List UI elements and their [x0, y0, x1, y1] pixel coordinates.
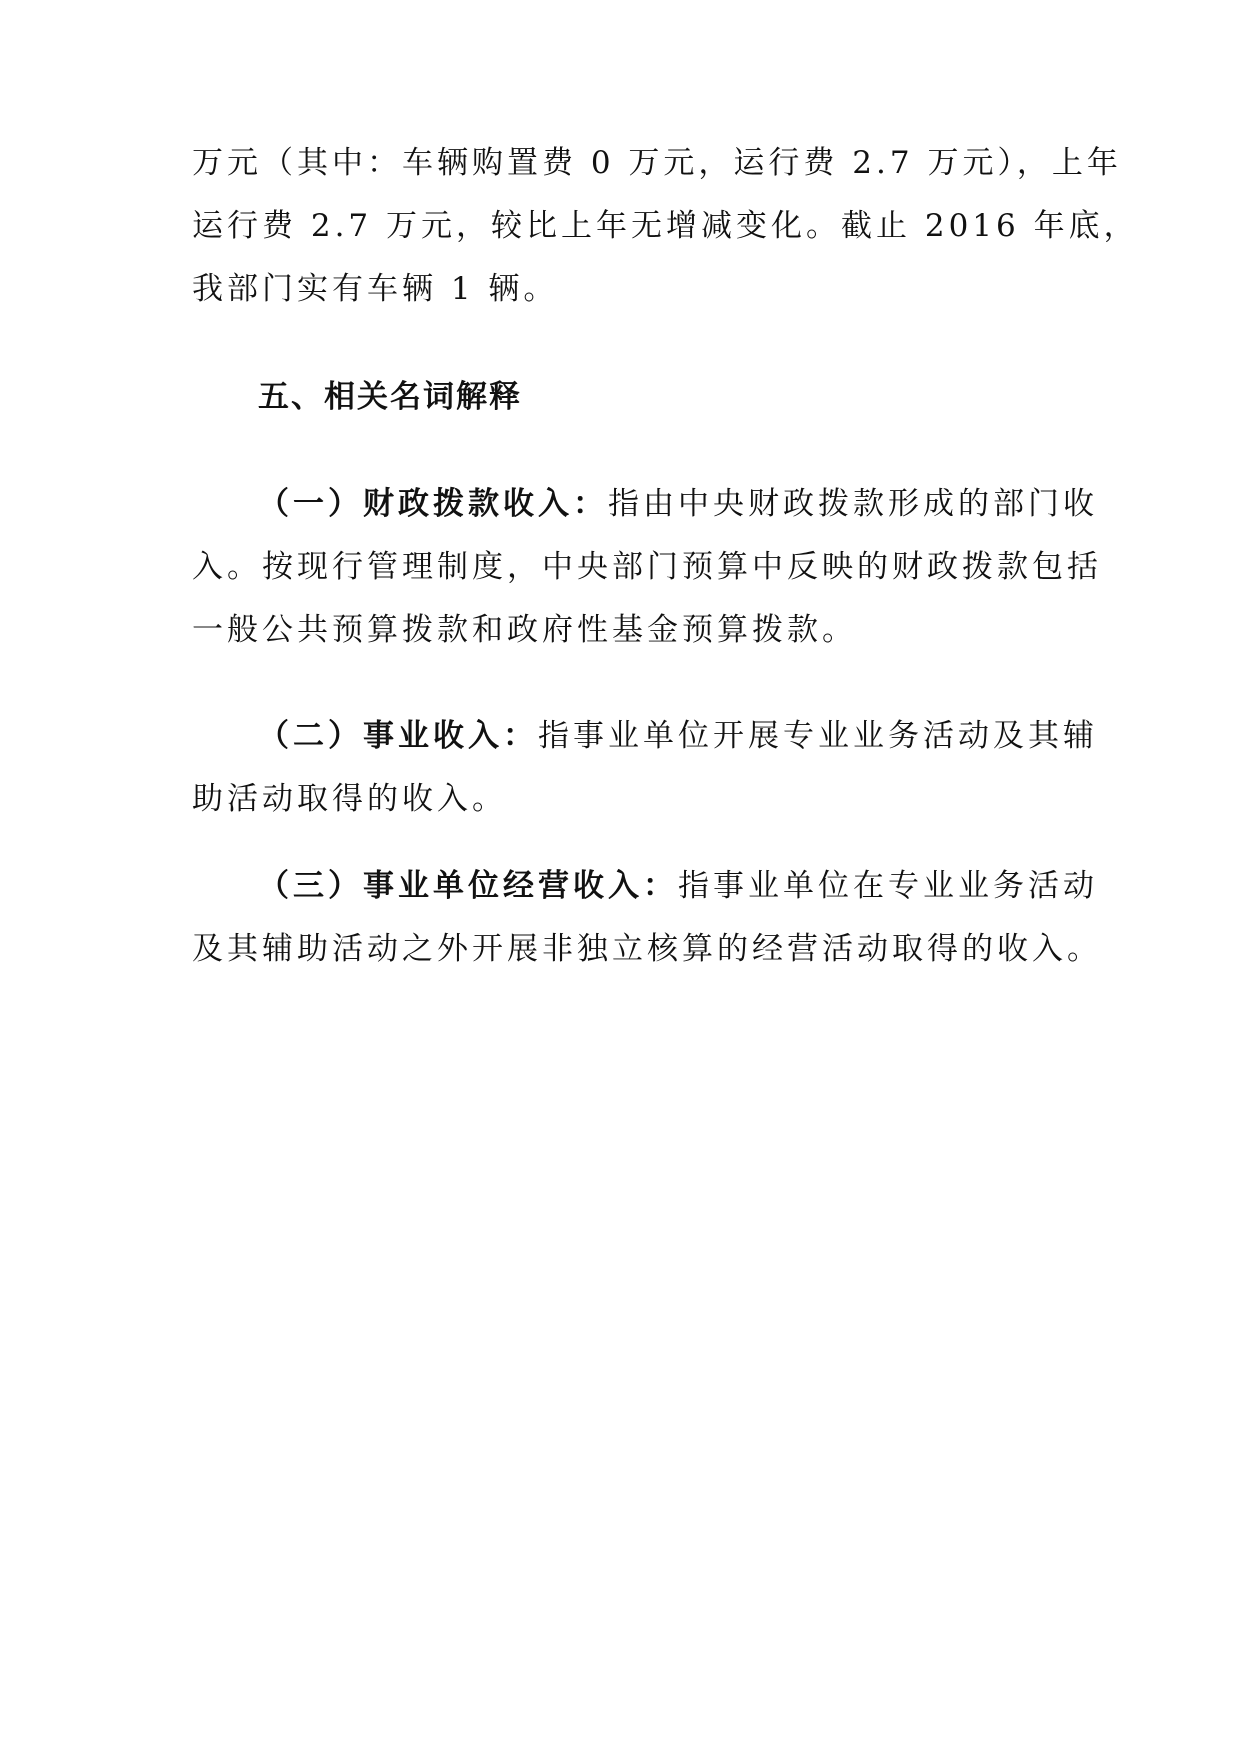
section-heading: 五、相关名词解释 [258, 379, 522, 415]
paragraph-line: 我部门实有车辆 1 辆。 [192, 271, 559, 307]
definition-text: 指事业单位开展专业业务活动及其辅 [538, 718, 1098, 754]
paragraph-line: 运行费 2.7 万元，较比上年无增减变化。截止 2016 年底， [192, 208, 1139, 244]
definition-term: （一）财政拨款收入： [258, 486, 608, 522]
paragraph-line: 及其辅助活动之外开展非独立核算的经营活动取得的收入。 [192, 931, 1102, 967]
paragraph-line: 一般公共预算拨款和政府性基金预算拨款。 [192, 612, 857, 648]
paragraph-line: 万元（其中：车辆购置费 0 万元，运行费 2.7 万元），上年 [192, 145, 1122, 181]
definition-term: （二）事业收入： [258, 718, 538, 754]
paragraph-line: 助活动取得的收入。 [192, 781, 507, 817]
definition-item-2-line1 [258, 716, 1098, 756]
definition-item-1-line1 [258, 484, 1098, 524]
definition-term: （三）事业单位经营收入： [258, 868, 678, 904]
definition-text: 指事业单位在专业业务活动 [678, 868, 1098, 904]
definition-text: 指由中央财政拨款形成的部门收 [608, 486, 1098, 522]
paragraph-line: 入。按现行管理制度，中央部门预算中反映的财政拨款包括 [192, 549, 1102, 585]
definition-item-3-line1 [258, 866, 1098, 906]
